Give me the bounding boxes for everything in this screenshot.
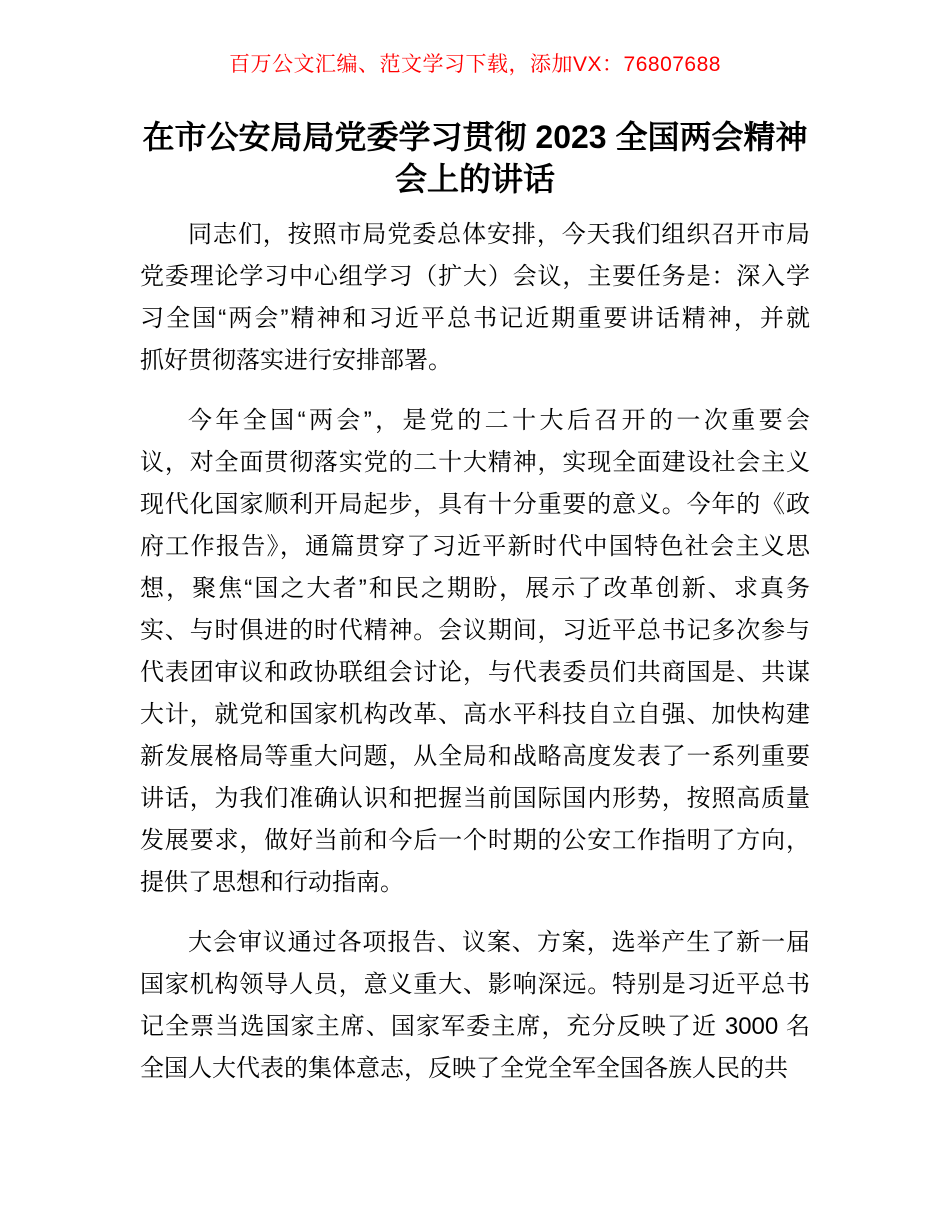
text-line: 府工作报告》，通篇贯穿了习近平新时代中国特色社会主义思 <box>140 533 810 560</box>
paragraph <box>140 922 810 1090</box>
text-line: 全国人大代表的集体意志，反映了全党全军全国各族人民的共 <box>140 1055 788 1082</box>
text-line: 大会审议通过各项报告、议案、方案，选举产生了新一届 <box>188 929 810 956</box>
text-line: 实、与时俱进的时代精神。会议期间，习近平总书记多次参与 <box>140 617 810 644</box>
text-line: 议，对全面贯彻落实党的二十大精神，实现全面建设社会主义 <box>140 449 810 476</box>
text-line: 同志们，按照市局党委总体安排，今天我们组织召开市局 <box>188 221 810 248</box>
text-line: 记全票当选国家主席、国家军委主席，充分反映了近 3000 名 <box>140 1013 810 1040</box>
promo-header-text: 百万公文汇编、范文学习下载，添加VX：76807688 <box>229 53 721 76</box>
text-line: 讲话，为我们准确认识和把握当前国际国内形势，按照高质量 <box>140 785 810 812</box>
text-line: 抓好贯彻落实进行安排部署。 <box>140 347 452 374</box>
document-body <box>140 214 810 1090</box>
text-line: 想，聚焦“国之大者”和民之期盼，展示了改革创新、求真务 <box>140 575 810 602</box>
paragraph <box>140 400 810 904</box>
title-line: 在市公安局局党委学习贯彻 2023 全国两会精神 <box>142 119 808 155</box>
text-line: 习全国“两会”精神和习近平总书记近期重要讲话精神，并就 <box>140 305 810 332</box>
paragraph <box>140 214 810 382</box>
text-line: 现代化国家顺利开局起步，具有十分重要的意义。今年的《政 <box>140 491 810 518</box>
document-title <box>140 116 810 200</box>
text-line: 新发展格局等重大问题，从全局和战略高度发表了一系列重要 <box>140 743 810 770</box>
text-line: 大计，就党和国家机构改革、高水平科技自立自强、加快构建 <box>140 701 810 728</box>
text-line: 提供了思想和行动指南。 <box>140 869 404 896</box>
title-line: 会上的讲话 <box>394 161 555 197</box>
text-line: 今年全国“两会”，是党的二十大后召开的一次重要会 <box>188 407 810 434</box>
text-line: 国家机构领导人员，意义重大、影响深远。特别是习近平总书 <box>140 971 810 998</box>
text-line: 发展要求，做好当前和今后一个时期的公安工作指明了方向， <box>140 827 810 854</box>
text-line: 代表团审议和政协联组会讨论，与代表委员们共商国是、共谋 <box>140 659 810 686</box>
text-line: 党委理论学习中心组学习（扩大）会议，主要任务是：深入学 <box>140 263 810 290</box>
